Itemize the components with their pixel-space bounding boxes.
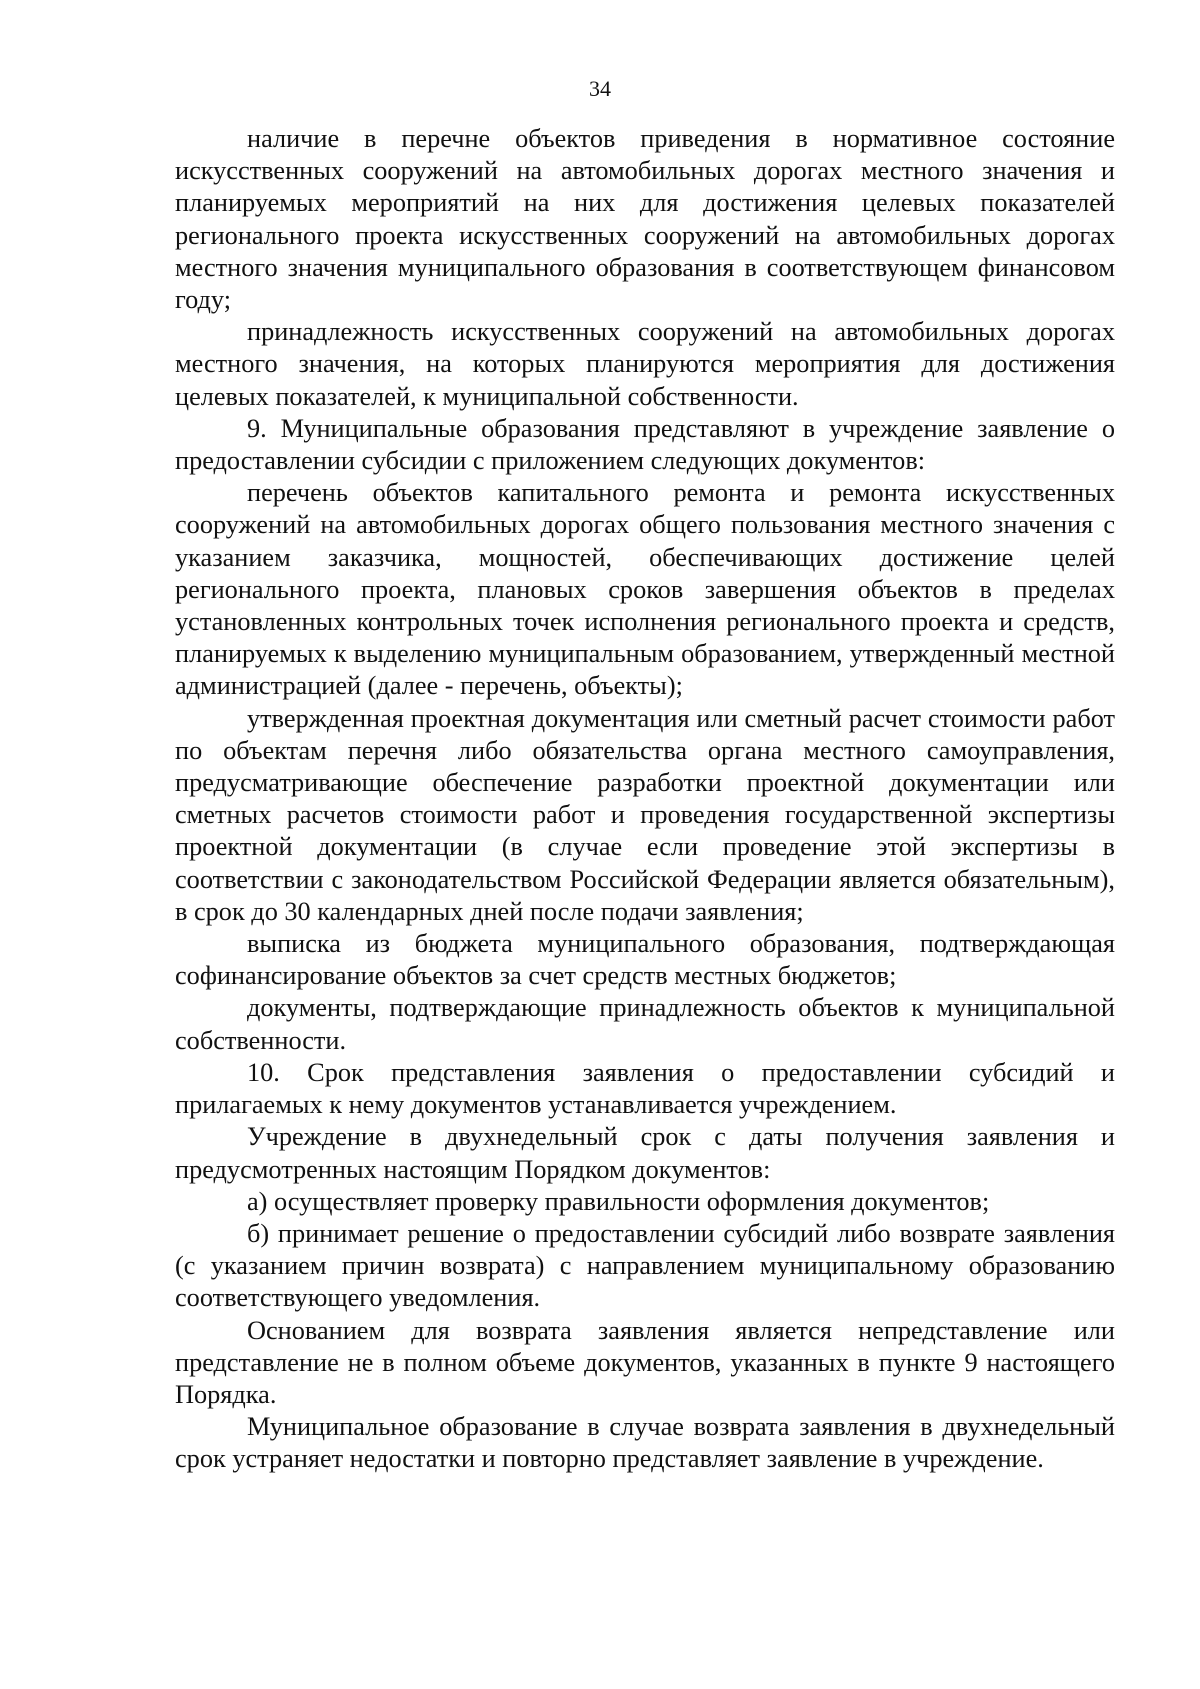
document-body (175, 123, 1115, 1476)
paragraph-municipal-ownership: принадлежность искусственных сооружений на автомобильных дорогах местного значения, на которых планируются мероприятия для достижения целевых показателей, к муниципальной собственности. (175, 317, 1115, 411)
paragraph-resubmission: Муниципальное образование в случае возврата заявления в двухнедельный срок устраняет недостатки и повторно представляет заявление в учреждение. (175, 1412, 1115, 1474)
paragraph-subitem-a: а) осуществляет проверку правильности оформления документов; (247, 1186, 990, 1216)
paragraph-project-documentation: утвержденная проектная документация или сметный расчет стоимости работ по объектам перечня либо обязательства органа местного самоуправления, предусматривающие обеспечение разработки проектной документации или сметных расчетов стоимости работ и проведения государственной экспертизы проектной документации (в случае если проведение этой экспертизы в соответствии с законодательством Российской Федерации является обязательным), в срок до 30 календарных дней после подачи заявления; (175, 703, 1115, 926)
paragraph-item-9: 9. Муниципальные образования представляют в учреждение заявление о предоставлении субсидии с приложением следующих документов: (175, 413, 1115, 476)
page-number: 34 (589, 76, 611, 101)
paragraph-subitem-b: б) принимает решение о предоставлении субсидий либо возврате заявления (с указанием причин возврата) с направлением муниципальному образованию соответствующего уведомления. (175, 1218, 1115, 1313)
paragraph-objects-list: перечень объектов капитального ремонта и ремонта искусственных сооружений на автомобильных дорогах общего пользования местного значения с указанием заказчика, мощностей, обеспечивающих достижение целей регионального проекта, плановых сроков завершения объектов в пределах установленных контрольных точек исполнения регионального проекта и средств, планируемых к выделению муниципальным образованием, утвержденный местной администрацией (далее - перечень, объекты); (175, 478, 1115, 701)
paragraph-return-grounds: Основанием для возврата заявления является непредставление или представление не в полном объеме документов, указанных в пункте 9 настоящего Порядка. (175, 1315, 1115, 1409)
paragraph-ownership-documents: документы, подтверждающие принадлежность объектов к муниципальной собственности. (175, 993, 1115, 1055)
paragraph-objects-list-inclusion: наличие в перечне объектов приведения в нормативное состояние искусственных сооружений на автомобильных дорогах местного значения и планируемых мероприятий на них для достижения целевых показателей регионального проекта искусственных сооружений на автомобильных дорогах местного значения муниципального образования в соответствующем финансовом году; (175, 124, 1115, 315)
paragraph-item-10: 10. Срок представления заявления о предоставлении субсидий и прилагаемых к нему документов устанавливается учреждением. (175, 1057, 1115, 1120)
paragraph-budget-extract: выписка из бюджета муниципального образования, подтверждающая софинансирование объектов за счет средств местных бюджетов; (175, 929, 1115, 991)
paragraph-institution-review: Учреждение в двухнедельный срок с даты получения заявления и предусмотренных настоящим Порядком документов: (175, 1122, 1115, 1184)
